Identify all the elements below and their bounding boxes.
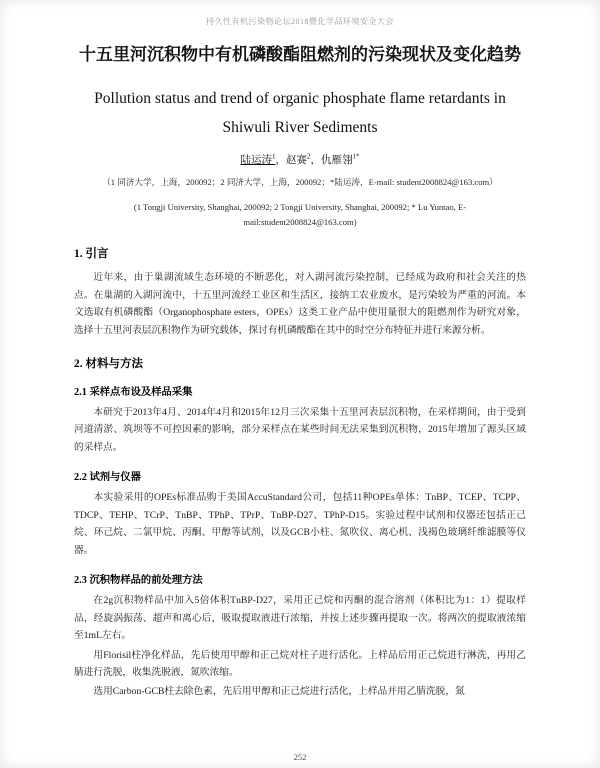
section-2-1-heading: 2.1 采样点布设及样品采集 xyxy=(74,387,193,399)
author-2-name: 赵赛 xyxy=(286,155,307,167)
title-english: Pollution status and trend of organic phosphate flame retardants in Shiwuli River Sediments xyxy=(94,90,506,136)
author-3-superscript: 1* xyxy=(352,152,360,161)
author-separator: ， xyxy=(310,155,321,167)
author-2 xyxy=(286,152,311,167)
author-3 xyxy=(321,152,360,167)
section-2-3-heading: 2.3 沉积物样品的前处理方法 xyxy=(74,575,203,587)
affiliation-english: (1 Tongji University, Shanghai, 200092; 2 Tongji University, Shanghai, 200092; * Lu Yuntao, E-mail:student2008824@163.com) xyxy=(133,202,467,227)
section-2-3-paragraph-1: 在2g沉积物样品中加入5倍体积TnBP-D27，采用正己烷和丙酮的混合溶剂（体积比为1：1）提取样品，经旋涡振荡、超声和离心后，吸取提取液进行浓缩，并按上述步骤再提取一次。将两次的提取液浓缩至1mL左右。 xyxy=(74,595,526,642)
conference-header: 持久性有机污染物论坛2018暨化学品环境安全大会 xyxy=(206,17,394,26)
section-2-heading: 2. 材料与方法 xyxy=(74,358,143,371)
title-chinese: 十五里河沉积物中有机磷酸酯阻燃剂的污染现状及变化趋势 xyxy=(79,45,521,64)
section-2-1-paragraph: 本研究于2013年4月、2014年4月和2015年12月三次采集十五里河表层沉积物，在采样期间，由于受到河道清淤、筑坝等不可控因素的影响，部分采样点在某些时间无法采集到沉积物，2015年增加了源头区域的采样点。 xyxy=(74,407,526,453)
section-2-2-heading: 2.2 试剂与仪器 xyxy=(74,472,141,484)
author-3-name: 仇雁翎 xyxy=(321,155,353,167)
section-2-2-paragraph: 本实验采用的OPEs标准品购于美国AccuStandard公司，包括11种OPEs单体：TnBP、TCEP、TCPP、TDCP、TEHP、TCrP、TnBP、TPhP、TPrP、TnBP-D27、TPhP-D15。实验过程中试剂和仪器还包括正己烷、环己烷、二氯甲烷、丙酮、甲醇等试剂，以及GCB小柱、氮吹仪、离心机、浅褐色玻璃纤维滤膜等仪器。 xyxy=(74,492,526,556)
section-2-3-paragraph-2: 用Florisil柱净化样品，先后使用甲醇和正己烷对柱子进行活化。上样品后用正己烷进行淋洗，再用乙腈进行洗脱，收集洗脱液，氮吹浓缩。 xyxy=(74,649,526,679)
author-2-superscript: 2 xyxy=(307,152,311,161)
section-1-paragraph: 近年来，由于巢湖流域生态环境的不断恶化，对入湖河流污染控制，已经成为政府和社会关注的热点。在巢湖的入湖河流中，十五里河流经工业区和生活区，接纳工农业废水，是污染较为严重的河流。本文选取有机磷酸酯（Organophosphate esters，OPEs）这类工业产品中使用量很大的阻燃剂作为研究对象，选择十五里河表层沉积物作为研究载体，探讨有机磷酸酯在其中的时空分布特征并进行来源分析。 xyxy=(74,272,526,336)
authors-line xyxy=(74,152,526,167)
author-separator: ， xyxy=(275,155,286,167)
author-1 xyxy=(240,152,276,167)
author-1-name: 陆运涛 xyxy=(240,155,272,167)
affiliation-chinese: （1 同济大学，上海，200092；2 同济大学，上海，200092；*陆运涛，E-mail: student2008824@163.com） xyxy=(102,177,498,188)
author-1-superscript: 1 xyxy=(272,152,276,161)
page-number: 252 xyxy=(293,752,307,762)
section-2-3-paragraph-3: 选用Carbon-GCB柱去除色素，先后用甲醇和正己烷进行活化，上样品并用乙腈洗脱，氮 xyxy=(93,686,465,698)
section-1-heading: 1. 引言 xyxy=(74,248,109,261)
